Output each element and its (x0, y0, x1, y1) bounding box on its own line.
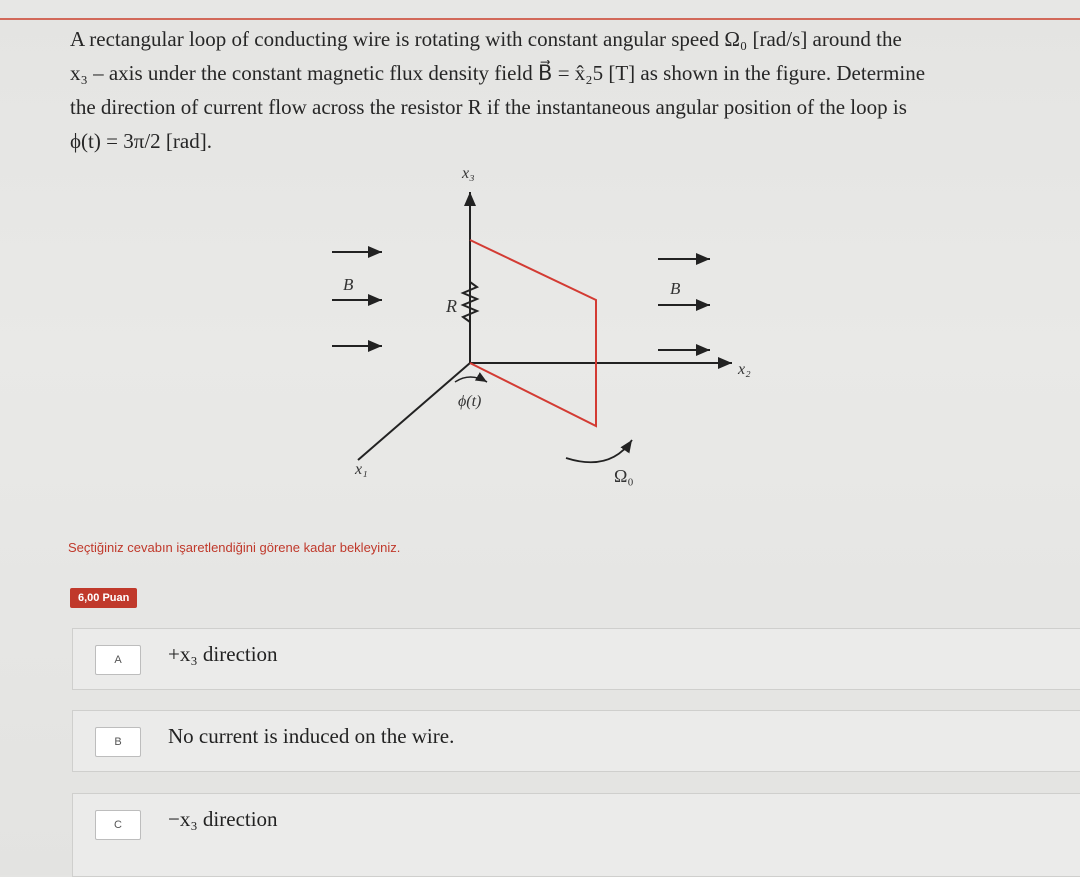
option-text-c: −x₃ direction (168, 807, 278, 831)
answer-option-a[interactable] (72, 628, 1080, 690)
answer-option-b[interactable] (72, 710, 1080, 772)
omega-label: Ω₀ (614, 466, 634, 486)
x1-label: x₁ (355, 461, 368, 478)
b-left-label: B⃗ (343, 275, 367, 294)
question-text (70, 22, 1030, 158)
question-line-1: A rectangular loop of conducting wire is rotating with constant angular speed Ω₀ [rad/s] around the (70, 27, 902, 51)
wait-message: Seçtiğiniz cevabın işaretlendiğini görene kadar bekleyiniz. (68, 540, 401, 555)
wire-loop (470, 240, 596, 426)
phi-arc (455, 377, 487, 382)
answer-option-c[interactable] (72, 793, 1080, 877)
loop-figure (300, 160, 780, 500)
omega-arrow-icon (566, 440, 632, 462)
option-letter-c[interactable]: C (95, 810, 141, 840)
b-right-label: B⃗ (670, 279, 694, 298)
x1-axis (358, 363, 470, 460)
points-badge: 6,00 Puan (70, 588, 137, 608)
option-letter-b[interactable]: B (95, 727, 141, 757)
question-line-4: ϕ(t) = 3π/2 [rad]. (70, 129, 212, 153)
option-text-a: +x₃ direction (168, 642, 278, 666)
top-border (0, 0, 1080, 20)
r-label: R (446, 296, 457, 316)
option-text-b: No current is induced on the wire. (168, 724, 455, 748)
option-letter-a[interactable]: A (95, 645, 141, 675)
phi-label: ϕ(t) (458, 393, 482, 410)
question-line-3: the direction of current flow across the resistor R if the instantaneous angular position of the loop is (70, 95, 907, 119)
x3-label: x₃ (462, 165, 475, 182)
x2-label: x₂ (738, 361, 751, 378)
question-line-2: x₃ – axis under the constant magnetic flux density field B⃗ = x̂₂5 [T] as shown in the figure. Determine (70, 61, 926, 85)
